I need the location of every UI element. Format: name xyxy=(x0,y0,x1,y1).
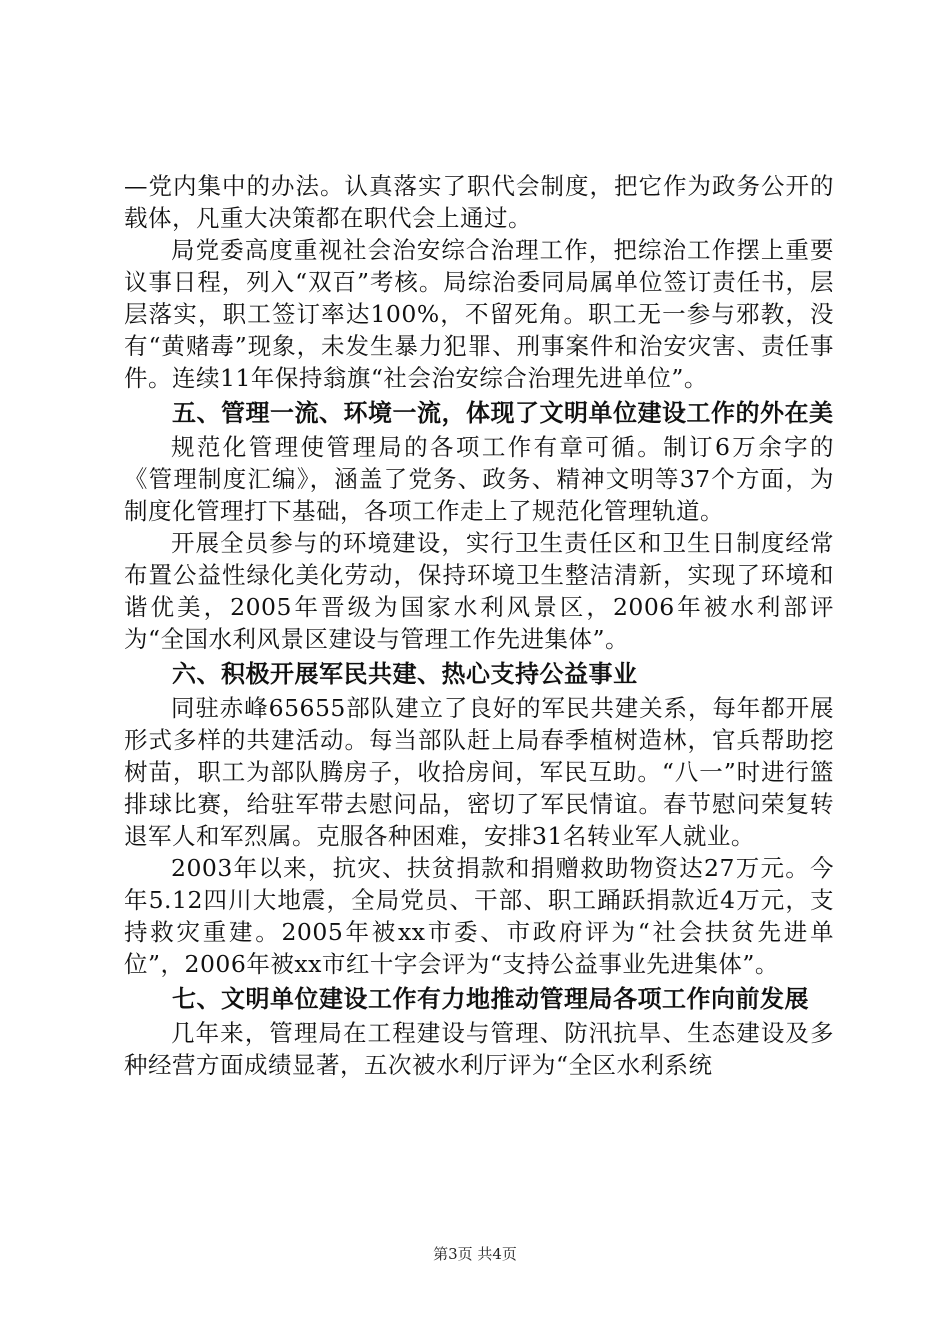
section-heading: 七、文明单位建设工作有力地推动管理局各项工作向前发展 xyxy=(172,985,809,1013)
paragraph: 同驻赤峰65655部队建立了良好的军民共建关系，每年都开展形式多样的共建活动。每当部队赶上局春季植树造林，官兵帮助挖树苗，职工为部队腾房子，收拾房间，军民互助。“八一”时进行篮排球比赛，给驻军带去慰问品，密切了军民情谊。春节慰问荣复转退军人和军烈属。克服各种困难，安排31名转业军人就业。 xyxy=(124,694,834,850)
section-heading: 五、管理一流、环境一流，体现了文明单位建设工作的外在美 xyxy=(172,399,834,427)
paragraph: 2003年以来，抗灾、扶贫捐款和捐赠救助物资达27万元。今年5.12四川大地震，全局党员、干部、职工踊跃捐款近4万元，支持救灾重建。2005年被xx市委、市政府评为“社会扶贫先进单位”，2006年被xx市红十字会评为“支持公益事业先进集体”。 xyxy=(124,854,834,978)
paragraph: —党内集中的办法。认真落实了职代会制度，把它作为政务公开的载体，凡重大决策都在职代会上通过。 xyxy=(124,172,834,232)
paragraph: 开展全员参与的环境建设，实行卫生责任区和卫生日制度经常布置公益性绿化美化劳动，保持环境卫生整洁清新，实现了环境和谐优美，2005年晋级为国家水利风景区，2006年被水利部评为“全国水利风景区建设与管理工作先进集体”。 xyxy=(124,529,834,653)
paragraph: 局党委高度重视社会治安综合治理工作，把综治工作摆上重要议事日程，列入“双百”考核。局综治委同局属单位签订责任书，层层落实，职工签订率达100%，不留死角。职工无一参与邪教，没有“黄赌毒”现象，未发生暴力犯罪、刑事案件和治安灾害、责任事件。连续11年保持翁旗“社会治安综合治理先进单位”。 xyxy=(124,236,834,392)
page-number-footer: 第3页 共4页 xyxy=(433,1245,517,1263)
section-heading: 六、积极开展军民共建、热心支持公益事业 xyxy=(172,660,638,688)
document-body xyxy=(124,170,834,1081)
paragraph: 规范化管理使管理局的各项工作有章可循。制订6万余字的《管理制度汇编》，涵盖了党务、政务、精神文明等37个方面，为制度化管理打下基础，各项工作走上了规范化管理轨道。 xyxy=(124,433,834,525)
paragraph: 几年来，管理局在工程建设与管理、防汛抗旱、生态建设及多种经营方面成绩显著，五次被水利厅评为“全区水利系统 xyxy=(124,1019,834,1079)
